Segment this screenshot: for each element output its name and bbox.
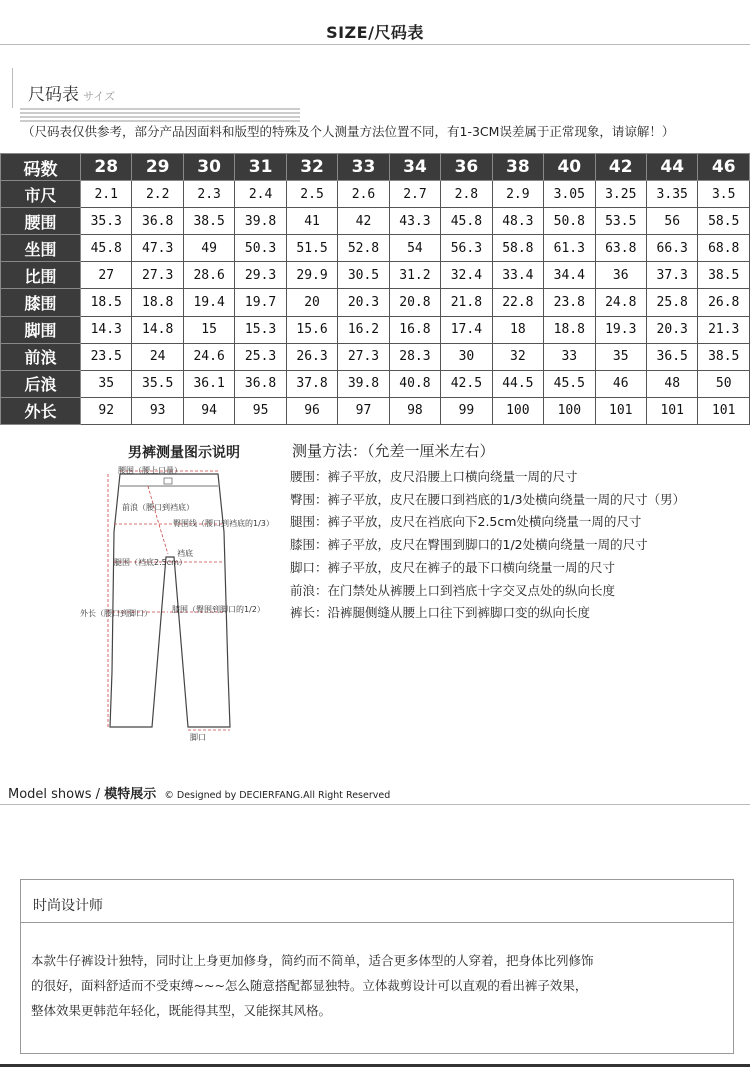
size-column-header: 33 <box>338 154 389 181</box>
size-column-header: 29 <box>132 154 183 181</box>
size-cell: 15.3 <box>235 316 286 343</box>
model-shows-heading <box>8 783 390 802</box>
size-cell: 101 <box>646 397 697 424</box>
size-column-header: 28 <box>81 154 132 181</box>
model-divider <box>0 804 750 805</box>
size-cell: 2.1 <box>81 181 132 208</box>
size-row-label: 前浪 <box>1 343 81 370</box>
designer-header <box>20 879 734 923</box>
size-cell: 14.3 <box>81 316 132 343</box>
size-cell: 17.4 <box>441 316 492 343</box>
size-cell: 16.8 <box>389 316 440 343</box>
size-cell: 2.7 <box>389 181 440 208</box>
size-cell: 53.5 <box>595 208 646 235</box>
diagram-title: 男裤测量图示说明 <box>128 445 240 461</box>
size-cell: 98 <box>389 397 440 424</box>
size-row-label: 膝围 <box>1 289 81 316</box>
size-column-header: 38 <box>492 154 543 181</box>
copyright-text: © Designed by DECIERFANG.All Right Reserved <box>164 790 391 801</box>
size-cell: 15.6 <box>286 316 337 343</box>
size-row-label: 比围 <box>1 262 81 289</box>
size-cell: 19.3 <box>595 316 646 343</box>
size-cell: 2.3 <box>183 181 234 208</box>
size-table-row <box>1 289 750 316</box>
size-row-label: 外长 <box>1 397 81 424</box>
size-cell: 25.3 <box>235 343 286 370</box>
size-cell: 45.5 <box>544 370 595 397</box>
size-column-header: 34 <box>389 154 440 181</box>
size-cell: 58.5 <box>698 208 750 235</box>
size-cell: 50 <box>698 370 750 397</box>
size-cell: 95 <box>235 397 286 424</box>
method-item: 前浪：在门禁处从裤腰上口到裆底十字交叉点处的纵向长度 <box>290 582 616 598</box>
size-row-label: 脚围 <box>1 316 81 343</box>
measurement-method-title: 测量方法：（允差一厘米左右） <box>292 442 495 460</box>
size-cell: 96 <box>286 397 337 424</box>
size-cell: 35 <box>595 343 646 370</box>
size-cell: 26.3 <box>286 343 337 370</box>
size-cell: 38.5 <box>698 262 750 289</box>
designer-title: 时尚设计师 <box>33 898 103 914</box>
size-cell: 18.5 <box>81 289 132 316</box>
size-cell: 100 <box>492 397 543 424</box>
size-cell: 31.2 <box>389 262 440 289</box>
size-table-row <box>1 262 750 289</box>
size-cell: 63.8 <box>595 235 646 262</box>
size-cell: 24.6 <box>183 343 234 370</box>
size-cell: 51.5 <box>286 235 337 262</box>
size-cell: 41 <box>286 208 337 235</box>
size-chart-title <box>28 80 115 105</box>
size-cell: 2.9 <box>492 181 543 208</box>
method-item: 膝围：裤子平放，皮尺在臀围到脚口的1/2处横向绕量一周的尺寸 <box>290 537 648 553</box>
designer-text-line: 整体效果更韩范年轻化，既能得其型，又能探其风格。 <box>31 1003 332 1018</box>
size-row-label: 坐围 <box>1 235 81 262</box>
diagram-label-front-rise: 前浪（腰口到裆底） <box>122 503 194 512</box>
size-cell: 44.5 <box>492 370 543 397</box>
size-cell: 30.5 <box>338 262 389 289</box>
size-cell: 49 <box>183 235 234 262</box>
size-cell: 36.5 <box>646 343 697 370</box>
size-cell: 33.4 <box>492 262 543 289</box>
size-cell: 35.3 <box>81 208 132 235</box>
size-cell: 29.3 <box>235 262 286 289</box>
size-column-header: 32 <box>286 154 337 181</box>
size-cell: 101 <box>595 397 646 424</box>
size-header-label: 码数 <box>1 154 81 181</box>
diagram-label-crotch: 裆底 <box>177 549 193 558</box>
designer-text-line: 的很好，面料舒适而不受束缚~~~怎么随意搭配都显独特。立体裁剪设计可以直观的看出裤子效果， <box>31 978 588 993</box>
size-cell: 32.4 <box>441 262 492 289</box>
size-cell: 50.8 <box>544 208 595 235</box>
size-chart-subtitle: サイズ <box>83 90 116 103</box>
size-cell: 100 <box>544 397 595 424</box>
size-cell: 45.8 <box>81 235 132 262</box>
size-cell: 38.5 <box>698 343 750 370</box>
size-table <box>0 153 750 425</box>
size-cell: 97 <box>338 397 389 424</box>
size-cell: 21.8 <box>441 289 492 316</box>
size-cell: 33 <box>544 343 595 370</box>
size-cell: 58.8 <box>492 235 543 262</box>
size-chart-title-text: 尺码表 <box>28 85 79 105</box>
size-cell: 15 <box>183 316 234 343</box>
diagram-label-leg-opening: 脚口 <box>190 733 206 742</box>
size-cell: 61.3 <box>544 235 595 262</box>
diagram-label-waist: 腰围（腰上口量） <box>118 466 182 475</box>
size-cell: 2.6 <box>338 181 389 208</box>
size-cell: 28.3 <box>389 343 440 370</box>
size-cell: 20.3 <box>338 289 389 316</box>
diagram-label-knee: 膝围（臀围到脚口的1/2） <box>172 605 265 614</box>
size-cell: 66.3 <box>646 235 697 262</box>
size-cell: 46 <box>595 370 646 397</box>
size-cell: 27.3 <box>132 262 183 289</box>
size-cell: 36 <box>595 262 646 289</box>
size-table-row <box>1 235 750 262</box>
size-chart-header <box>12 68 748 128</box>
method-item: 脚口：裤子平放，皮尺在裤子的最下口横向绕量一周的尺寸 <box>290 559 616 575</box>
size-cell: 99 <box>441 397 492 424</box>
size-cell: 23.5 <box>81 343 132 370</box>
size-table-row <box>1 343 750 370</box>
size-cell: 24 <box>132 343 183 370</box>
size-cell: 38.5 <box>183 208 234 235</box>
size-cell: 22.8 <box>492 289 543 316</box>
size-cell: 27 <box>81 262 132 289</box>
size-cell: 30 <box>441 343 492 370</box>
size-cell: 45.8 <box>441 208 492 235</box>
size-cell: 23.8 <box>544 289 595 316</box>
size-column-header: 30 <box>183 154 234 181</box>
size-cell: 18 <box>492 316 543 343</box>
size-table-row <box>1 370 750 397</box>
size-cell: 24.8 <box>595 289 646 316</box>
size-cell: 42 <box>338 208 389 235</box>
size-cell: 14.8 <box>132 316 183 343</box>
size-cell: 3.05 <box>544 181 595 208</box>
size-cell: 47.3 <box>132 235 183 262</box>
size-row-label: 市尺 <box>1 181 81 208</box>
size-column-header: 31 <box>235 154 286 181</box>
size-table-row <box>1 397 750 424</box>
method-item: 臀围：裤子平放，皮尺在腰口到裆底的1/3处横向绕量一周的尺寸（男） <box>290 491 686 507</box>
size-cell: 35.5 <box>132 370 183 397</box>
size-cell: 21.3 <box>698 316 750 343</box>
size-cell: 3.35 <box>646 181 697 208</box>
size-cell: 93 <box>132 397 183 424</box>
top-divider <box>0 44 750 45</box>
diagram-label-thigh: 腿围（裆底2.5cm） <box>114 558 187 567</box>
size-cell: 16.2 <box>338 316 389 343</box>
size-cell: 42.5 <box>441 370 492 397</box>
size-cell: 18.8 <box>544 316 595 343</box>
size-table-header-row <box>1 154 750 181</box>
size-cell: 37.3 <box>646 262 697 289</box>
size-cell: 40.8 <box>389 370 440 397</box>
designer-text-line: 本款牛仔裤设计独特，同时让上身更加修身，简约而不简单，适合更多体型的人穿着，把身体比列修饰 <box>31 953 594 968</box>
size-cell: 37.8 <box>286 370 337 397</box>
size-column-header: 44 <box>646 154 697 181</box>
pants-measurement-diagram <box>78 462 288 752</box>
size-cell: 3.25 <box>595 181 646 208</box>
size-cell: 29.9 <box>286 262 337 289</box>
size-table-row <box>1 316 750 343</box>
size-cell: 43.3 <box>389 208 440 235</box>
header-fine-print <box>20 108 300 120</box>
size-cell: 39.8 <box>235 208 286 235</box>
size-cell: 56.3 <box>441 235 492 262</box>
size-table-row <box>1 208 750 235</box>
size-cell: 52.8 <box>338 235 389 262</box>
size-table-row <box>1 181 750 208</box>
size-column-header: 36 <box>441 154 492 181</box>
diagram-label-outseam: 外长（腰口到脚口） <box>80 609 152 618</box>
measurement-method-list <box>290 466 685 625</box>
size-cell: 27.3 <box>338 343 389 370</box>
size-cell: 19.4 <box>183 289 234 316</box>
model-shows-cn: 模特展示 <box>104 787 157 802</box>
size-cell: 36.8 <box>132 208 183 235</box>
size-cell: 36.8 <box>235 370 286 397</box>
method-item: 腿围：裤子平放，皮尺在裆底向下2.5cm处横向绕量一周的尺寸 <box>290 514 642 530</box>
size-cell: 25.8 <box>646 289 697 316</box>
size-cell: 36.1 <box>183 370 234 397</box>
bottom-divider <box>0 1064 750 1067</box>
model-shows-en: Model shows / <box>8 787 101 802</box>
size-cell: 20.8 <box>389 289 440 316</box>
size-cell: 32 <box>492 343 543 370</box>
size-cell: 35 <box>81 370 132 397</box>
size-cell: 2.5 <box>286 181 337 208</box>
size-cell: 48.3 <box>492 208 543 235</box>
method-item: 腰围：裤子平放，皮尺沿腰上口横向绕量一周的尺寸 <box>290 469 578 484</box>
size-cell: 94 <box>183 397 234 424</box>
designer-description <box>31 948 711 1023</box>
size-column-header: 40 <box>544 154 595 181</box>
size-cell: 20.3 <box>646 316 697 343</box>
size-cell: 28.6 <box>183 262 234 289</box>
page-title: SIZE/尺码表 <box>326 23 424 42</box>
size-cell: 50.3 <box>235 235 286 262</box>
size-column-header: 42 <box>595 154 646 181</box>
size-cell: 18.8 <box>132 289 183 316</box>
size-column-header: 46 <box>698 154 750 181</box>
size-cell: 3.5 <box>698 181 750 208</box>
size-row-label: 后浪 <box>1 370 81 397</box>
size-cell: 48 <box>646 370 697 397</box>
size-cell: 20 <box>286 289 337 316</box>
size-disclaimer: （尺码表仅供参考，部分产品因面料和版型的特殊及个人测量方法位置不同，有1-3CM误差属于正常现象，请谅解！） <box>22 124 675 139</box>
size-cell: 39.8 <box>338 370 389 397</box>
size-cell: 2.8 <box>441 181 492 208</box>
size-row-label: 腰围 <box>1 208 81 235</box>
size-cell: 92 <box>81 397 132 424</box>
size-cell: 68.8 <box>698 235 750 262</box>
size-cell: 101 <box>698 397 750 424</box>
size-cell: 19.7 <box>235 289 286 316</box>
diagram-label-hip: 臀围线（腰口到裆底的1/3） <box>173 519 274 528</box>
size-cell: 56 <box>646 208 697 235</box>
size-cell: 34.4 <box>544 262 595 289</box>
size-cell: 2.2 <box>132 181 183 208</box>
method-item: 裤长：沿裤腿侧缝从腰上口往下到裤脚口变的纵向长度 <box>290 605 591 621</box>
size-cell: 54 <box>389 235 440 262</box>
size-cell: 26.8 <box>698 289 750 316</box>
designer-box <box>20 879 734 1054</box>
size-cell: 2.4 <box>235 181 286 208</box>
header-accent-line <box>12 68 13 108</box>
